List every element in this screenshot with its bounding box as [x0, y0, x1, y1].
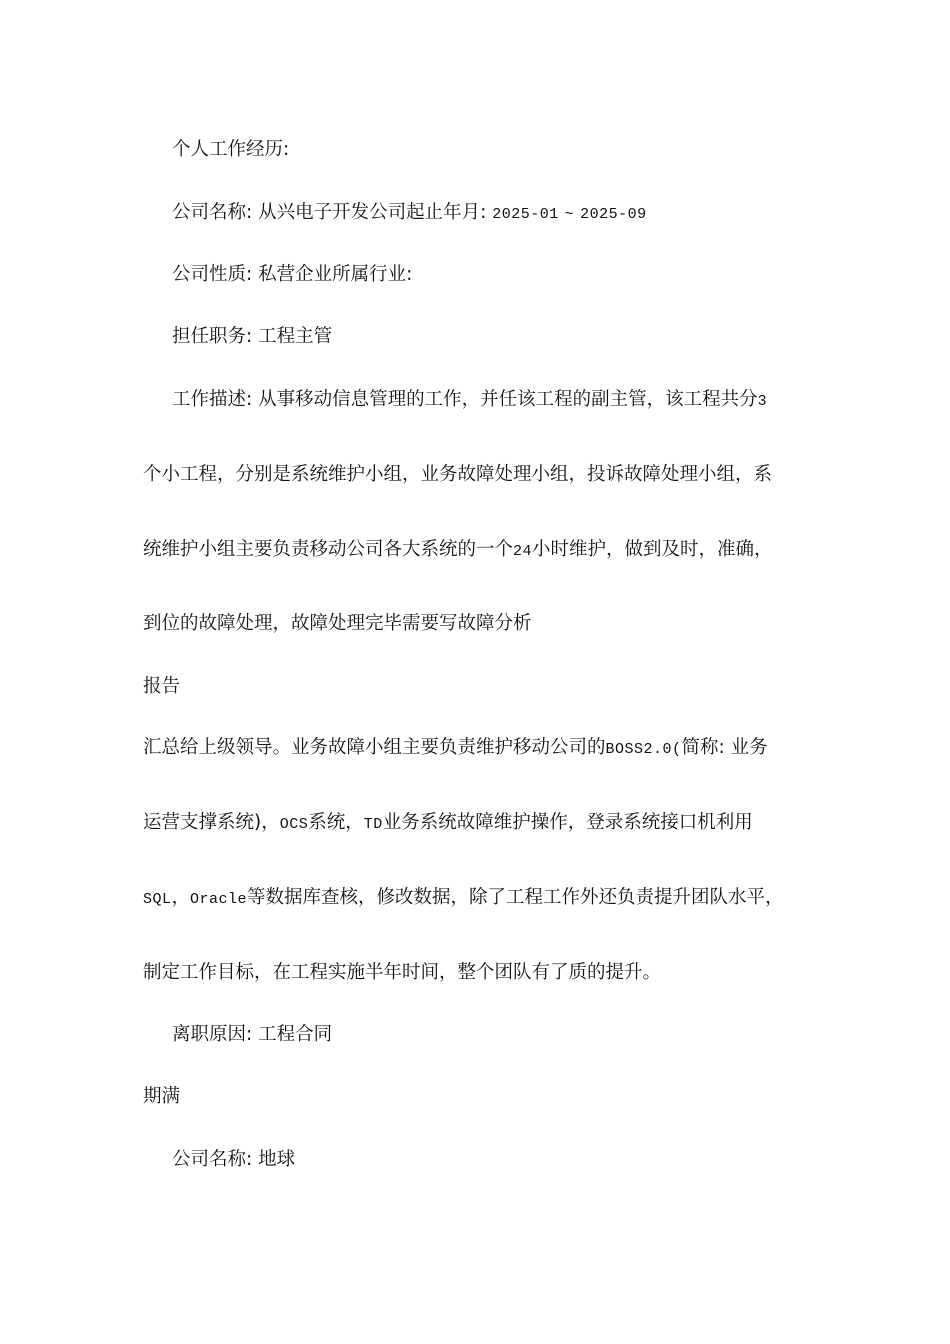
industry-label: 所属行业: [332, 264, 413, 285]
job2-company-line [172, 1147, 842, 1173]
job1-company-line [172, 200, 842, 228]
leave-value: 工程合同 [258, 1024, 333, 1045]
company-name: 从兴电子开发公司 [258, 202, 407, 223]
job1-description-line-6: 汇总给上级领导。业务故障小组主要负责维护移动公司的BOSS2.0(简称: 业务 [143, 737, 768, 758]
period-label: 起止年月: [406, 202, 487, 223]
job1-description-line-9: 制定工作目标，在工程实施半年时间，整个团队有了质的提升。 [143, 962, 662, 983]
job1-description-line-7: 运营支撑系统)，OCS系统，TD业务系统故障维护操作，登录系统接口机利用 [143, 812, 753, 833]
job1-leave-reason-line [172, 1022, 842, 1048]
work-history-heading: 个人工作经历: [172, 139, 290, 160]
job1-leave-reason-continued: 期满 [143, 1086, 181, 1107]
period-start: 2025-01 [492, 206, 559, 223]
position-value: 工程主管 [258, 326, 333, 347]
company-label: 公司名称: [172, 1149, 253, 1170]
leave-label: 离职原因: [172, 1024, 253, 1045]
job1-description-line-2: 个小工程，分别是系统维护小组，业务故障处理小组，投诉故障处理小组，系 [143, 464, 773, 485]
description-label: 工作描述: [172, 389, 253, 410]
job1-nature-line [172, 262, 842, 288]
job1-position-line [172, 324, 842, 350]
position-label: 担任职务: [172, 326, 253, 347]
company-label: 公司名称: [172, 202, 253, 223]
job1-description-line-8: SQL，Oracle等数据库查核，修改数据，除了工程工作外还负责提升团队水平， [143, 887, 784, 908]
job1-description-line-5: 报告 [143, 676, 181, 697]
job1-description-line-3: 统维护小组主要负责移动公司各大系统的一个24小时维护，做到及时，准确， [143, 539, 773, 560]
company-name: 地球 [258, 1149, 296, 1170]
period-separator: ~ [564, 206, 575, 223]
period-end: 2025-09 [580, 206, 647, 223]
nature-value: 私营企业 [258, 264, 333, 285]
nature-label: 公司性质: [172, 264, 253, 285]
job1-description-line-4: 到位的故障处理，故障处理完毕需要写故障分析 [143, 613, 532, 634]
job1-description-line-1: 工作描述: 从事移动信息管理的工作，并任该工程的副主管，该工程共分3 [172, 389, 768, 410]
